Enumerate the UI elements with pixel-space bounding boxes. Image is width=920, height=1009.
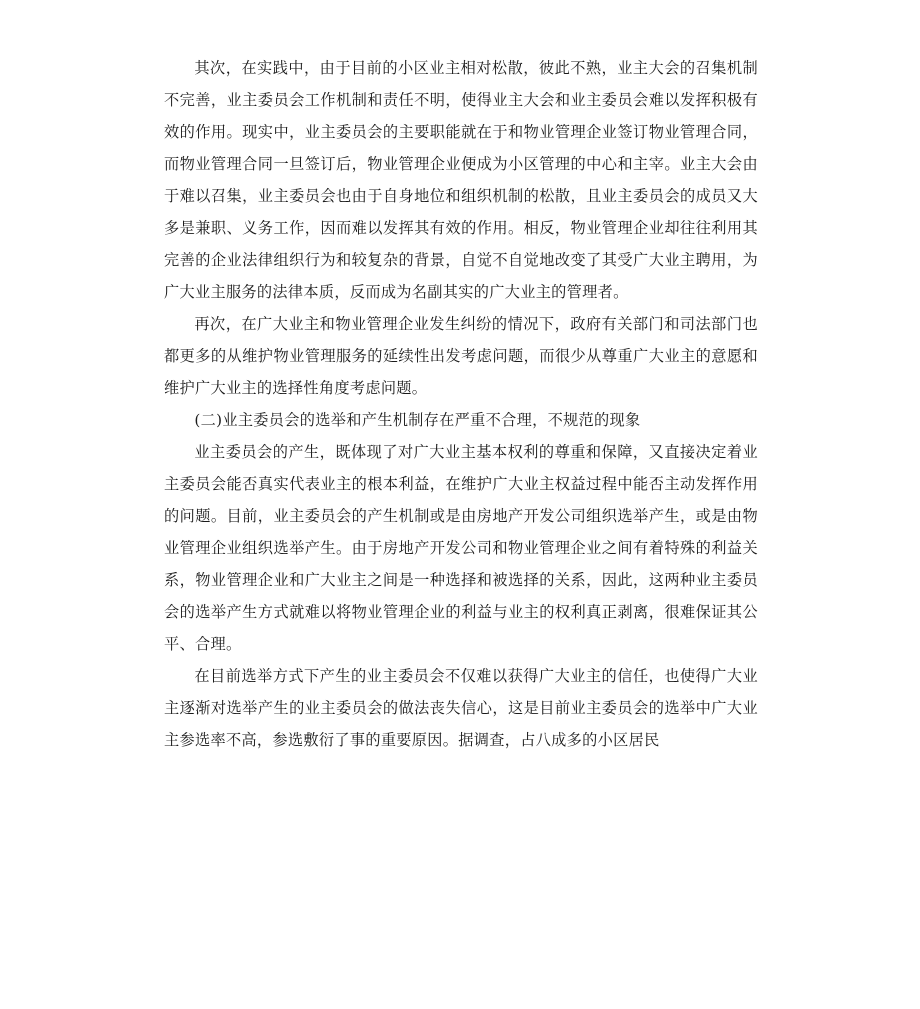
paragraph-secondly: 其次，在实践中，由于目前的小区业主相对松散，彼此不熟，业主大会的召集机制不完善，业主委员会工作机制和责任不明，使得业主大会和业主委员会难以发挥积极有效的作用。现实中，业主委员会的主要职能就在于和物业管理企业签订物业管理合同，而物业管理合同一旦签订后，物业管理企业便成为小区管理的中心和主宰。业主大会由于难以召集，业主委员会也由于自身地位和组织机制的松散，且业主委员会的成员又大多是兼职、义务工作，因而难以发挥其有效的作用。相反，物业管理企业却往往利用其完善的企业法律组织行为和较复杂的背景，自觉不自觉地改变了其受广大业主聘用，为广大业主服务的法律本质，反而成为名副其实的广大业主的管理者。 — [164, 59, 758, 301]
section-heading: (二)业主委员会的选举和产生机制存在严重不合理，不规范的现象 — [194, 411, 641, 429]
paragraph-election-method: 在目前选举方式下产生的业主委员会不仅难以获得广大业主的信任，也使得广大业主逐渐对选举产生的业主委员会的做法丧失信心，这是目前业主委员会的选举中广大业主参选率不高，参选敷衍了事的重要原因。据调查，占八成多的小区居民 — [164, 667, 758, 749]
paragraph-thirdly: 再次，在广大业主和物业管理企业发生纠纷的情况下，政府有关部门和司法部门也都更多的从维护物业管理服务的延续性出发考虑问题，而很少从尊重广大业主的意愿和维护广大业主的选择性角度考虑问题。 — [164, 315, 758, 397]
document-page — [164, 52, 758, 756]
paragraph-committee-formation: 业主委员会的产生，既体现了对广大业主基本权利的尊重和保障，又直接决定着业主委员会能否真实代表业主的根本利益，在维护广大业主权益过程中能否主动发挥作用的问题。目前，业主委员会的产生机制或是由房地产开发公司组织选举产生，或是由物业管理企业组织选举产生。由于房地产开发公司和物业管理企业之间有着特殊的利益关系，物业管理企业和广大业主之间是一种选择和被选择的关系，因此，这两种业主委员会的选举产生方式就难以将物业管理企业的利益与业主的权利真正剥离，很难保证其公平、合理。 — [164, 443, 758, 653]
